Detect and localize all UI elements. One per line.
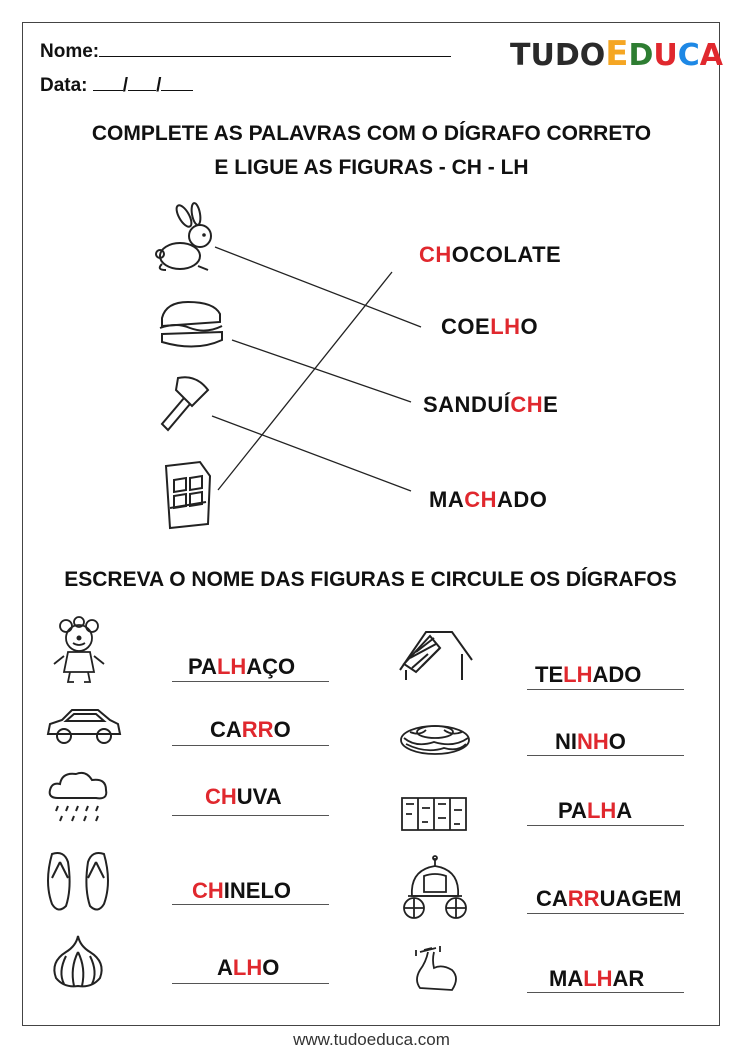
word-part: O <box>520 314 539 339</box>
logo-text: E <box>605 34 629 74</box>
logo-text: U <box>653 38 678 73</box>
word-part: O <box>262 955 280 980</box>
word-chocolate <box>419 242 561 268</box>
answer-line[interactable] <box>527 755 684 756</box>
match-line-axe-machado <box>212 416 411 491</box>
word-part: SANDUÍ <box>423 392 511 417</box>
section2-title: ESCREVA O NOME DAS FIGURAS E CIRCULE OS DÍGRAFOS <box>64 568 677 591</box>
answer-line[interactable] <box>527 689 684 690</box>
date-slash: / <box>156 75 162 96</box>
digraph: CH <box>419 242 452 267</box>
rain-cloud-icon <box>46 770 112 828</box>
word-part: CA <box>536 886 568 911</box>
word-part: OCOLATE <box>451 242 562 267</box>
word-part: ADO <box>592 662 642 687</box>
answer-palha <box>558 798 632 824</box>
answer-malhar <box>549 966 644 992</box>
word-part: UAGEM <box>599 886 682 911</box>
digraph: CH <box>192 878 224 903</box>
answer-line[interactable] <box>527 913 684 914</box>
word-part: PA <box>188 654 217 679</box>
word-sanduiche <box>423 392 558 418</box>
word-part: NI <box>555 729 577 754</box>
word-part: UVA <box>236 784 282 809</box>
logo-text: TUDO <box>510 38 606 73</box>
flip-flops-icon <box>42 848 114 914</box>
car-icon <box>44 704 122 748</box>
word-part: AR <box>612 966 645 991</box>
date-slash: / <box>122 75 129 96</box>
logo-text: D <box>628 38 654 73</box>
answer-carruagem <box>536 886 681 912</box>
section1-title-line1: COMPLETE AS PALAVRAS COM O DÍGRAFO CORRETO <box>91 122 652 145</box>
digraph: NH <box>577 729 609 754</box>
match-line-chocolate-chocolate <box>218 272 392 490</box>
word-coelho <box>441 314 538 340</box>
digraph: RR <box>241 717 274 742</box>
answer-line[interactable] <box>527 825 684 826</box>
footer-url[interactable]: www.tudoeduca.com <box>293 1030 450 1049</box>
answer-alho <box>217 955 279 981</box>
digraph: CH <box>205 784 237 809</box>
answer-line[interactable] <box>172 815 329 816</box>
bicep-icon <box>406 940 464 996</box>
digraph: LH <box>586 798 617 823</box>
digraph: LH <box>583 966 613 991</box>
garlic-icon <box>46 932 110 990</box>
digraph: CH <box>510 392 544 417</box>
word-part: A <box>217 955 233 980</box>
word-part: E <box>543 392 559 417</box>
word-machado <box>429 487 547 513</box>
word-part: MA <box>549 966 584 991</box>
word-part: TE <box>535 662 564 687</box>
digraph: LH <box>232 955 263 980</box>
hay-bale-icon <box>398 792 470 836</box>
word-part: AÇO <box>246 654 296 679</box>
answer-chinelo <box>192 878 291 904</box>
clown-icon <box>48 616 110 686</box>
answer-chuva <box>205 784 282 810</box>
carriage-icon <box>398 854 472 924</box>
logo-text: A <box>699 38 723 73</box>
date-label: Data: <box>40 75 88 96</box>
word-part: INELO <box>223 878 292 903</box>
answer-line[interactable] <box>172 681 329 682</box>
word-part: O <box>273 717 291 742</box>
answer-carro <box>210 717 291 743</box>
answer-line[interactable] <box>172 745 329 746</box>
digraph: RR <box>567 886 600 911</box>
answer-line[interactable] <box>172 983 329 984</box>
logo-text: C <box>677 38 700 73</box>
answer-line[interactable] <box>172 904 329 905</box>
word-part: MA <box>429 487 465 512</box>
answer-palhaco <box>188 654 295 680</box>
name-label: Nome: <box>40 41 100 62</box>
match-line-sandwich-sanduiche <box>232 340 411 402</box>
answer-telhado <box>535 662 641 688</box>
section1-title-line2: E LIGUE AS FIGURAS - CH - LH <box>214 156 529 179</box>
digraph: LH <box>490 314 521 339</box>
digraph: LH <box>216 654 247 679</box>
word-part: A <box>616 798 633 823</box>
roof-icon <box>396 626 474 682</box>
word-part: O <box>608 729 626 754</box>
word-part: PA <box>558 798 587 823</box>
digraph: CH <box>464 487 497 512</box>
word-part: CA <box>210 717 242 742</box>
word-part: COE <box>441 314 491 339</box>
answer-ninho <box>555 729 626 755</box>
match-line-rabbit-coelho <box>215 247 421 327</box>
digraph: LH <box>563 662 593 687</box>
answer-line[interactable] <box>527 992 684 993</box>
word-part: ADO <box>497 487 548 512</box>
nest-icon <box>396 718 474 758</box>
